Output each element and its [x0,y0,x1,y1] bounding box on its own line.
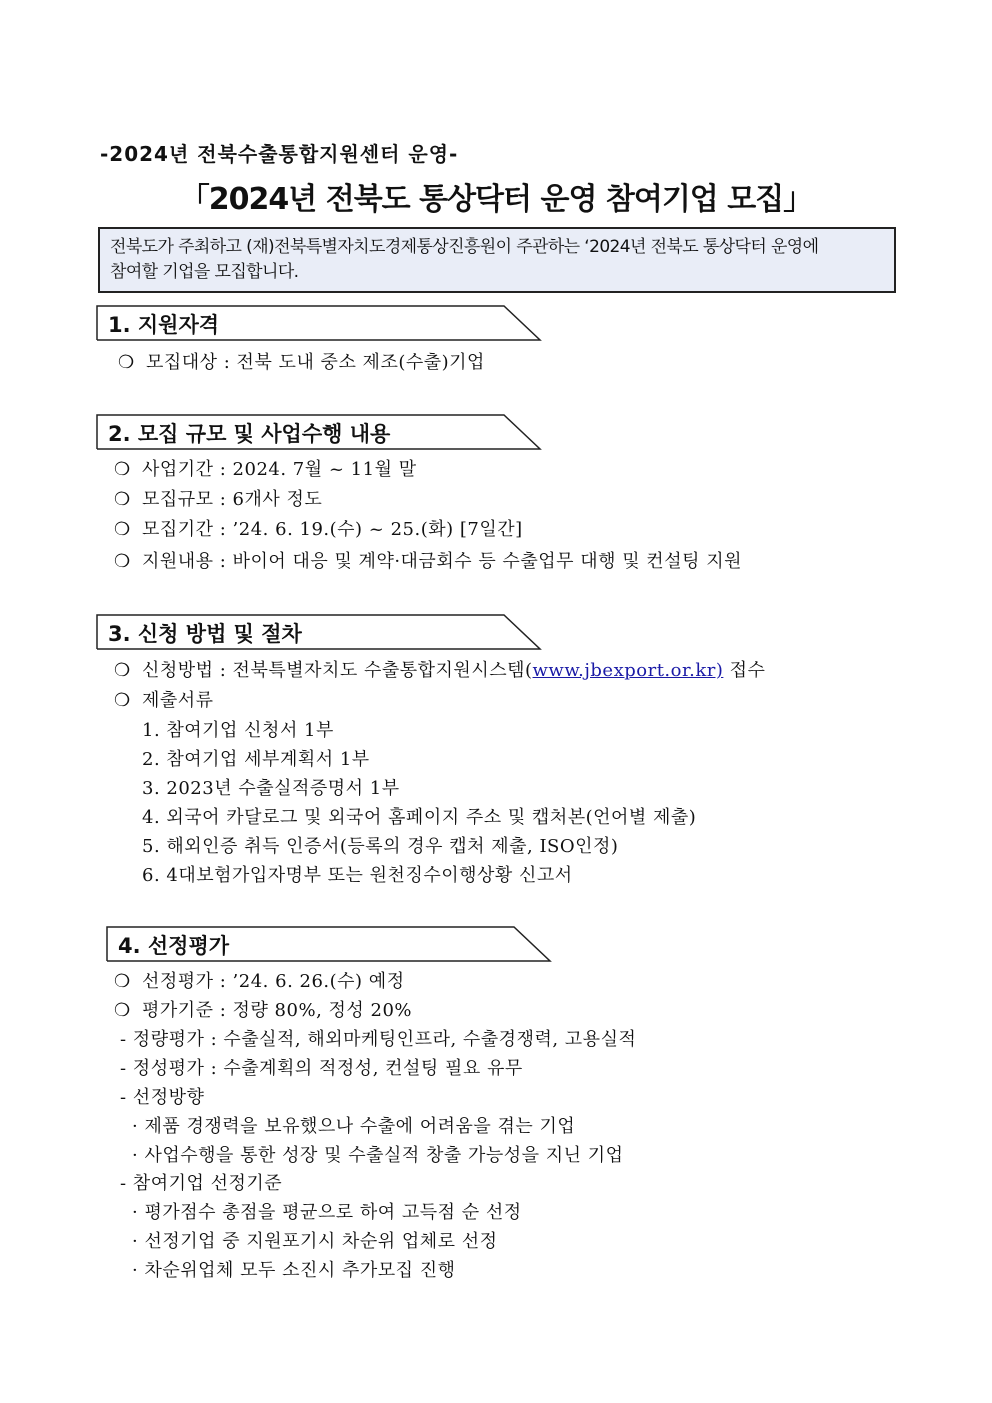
document-item: 1. 참여기업 신청서 1부 [142,720,334,741]
sub-sub-item: · 제품 경쟁력을 보유했으나 수출에 어려움을 겪는 기업 [132,1116,576,1137]
circle-bullet-icon: ❍ [114,660,131,681]
circle-bullet-icon: ❍ [114,459,131,480]
list-item: ❍ 모집대상 : 전북 도내 중소 제조(수출)기업 [118,352,485,373]
circle-bullet-icon: ❍ [114,551,131,572]
document-subtitle: -2024년 전북수출통합지원센터 운영- [100,142,459,166]
section-3-heading [96,614,541,650]
list-item: ❍ 모집규모 : 6개사 정도 [114,489,323,510]
list-item: ❍ 모집기간 : ’24. 6. 19.(수) ~ 25.(화) [7일간] [114,519,523,540]
list-item: ❍ 신청방법 : 전북특별자치도 수출통합지원시스템(www.jbexport.or.kr) 접수 [114,660,766,681]
sub-sub-item: · 평가점수 총점을 평균으로 하여 고득점 순 선정 [132,1202,522,1223]
document-item: 2. 참여기업 세부계획서 1부 [142,749,370,770]
document-item: 3. 2023년 수출실적증명서 1부 [142,778,400,799]
intro-box [98,227,896,293]
circle-bullet-icon: ❍ [114,519,131,540]
sub-item: - 정량평가 : 수출실적, 해외마케팅인프라, 수출경쟁력, 고용실적 [120,1029,637,1050]
circle-bullet-icon: ❍ [114,1000,131,1021]
section-1-label: 1. 지원자격 [108,313,220,337]
section-3-label: 3. 신청 방법 및 절차 [108,622,302,646]
sub-sub-item: · 선정기업 중 지원포기시 차순위 업체로 선정 [132,1231,498,1252]
section-2-heading [96,414,541,450]
sub-sub-item: · 사업수행을 통한 성장 및 수출실적 창출 가능성을 지닌 기업 [132,1145,624,1166]
list-item: ❍ 평가기준 : 정량 80%, 정성 20% [114,1000,413,1021]
sub-item: - 참여기업 선정기준 [120,1173,283,1194]
section-4-label: 4. 선정평가 [118,934,230,958]
list-item: ❍ 선정평가 : ’24. 6. 26.(수) 예정 [114,971,405,992]
section-2-label: 2. 모집 규모 및 사업수행 내용 [108,422,391,446]
intro-line-2: 참여할 기업을 모집합니다. [110,262,299,282]
list-item: ❍ 사업기간 : 2024. 7월 ~ 11월 말 [114,459,417,480]
intro-line-1: 전북도가 주최하고 (재)전북특별자치도경제통상진흥원이 주관하는 ‘2024년 전북도 통상닥터 운영에 [110,237,819,257]
jbexport-link[interactable]: www.jbexport.or.kr) [532,660,724,681]
sub-item: - 선정방향 [120,1087,205,1108]
section-4-heading [106,926,551,962]
sub-item: - 정성평가 : 수출계획의 적정성, 컨설팅 필요 유무 [120,1058,523,1079]
section-1-heading [96,305,541,341]
circle-bullet-icon: ❍ [114,489,131,510]
list-item: ❍ 지원내용 : 바이어 대응 및 계약·대금회수 등 수출업무 대행 및 컨설팅 지원 [114,551,742,572]
circle-bullet-icon: ❍ [118,352,135,373]
list-item: ❍ 제출서류 [114,690,214,711]
document-title: 「2024년 전북도 통상닥터 운영 참여기업 모집」 [179,182,813,217]
document-item: 4. 외국어 카달로그 및 외국어 홈페이지 주소 및 캡처본(언어별 제출) [142,807,697,828]
sub-sub-item: · 차순위업체 모두 소진시 추가모집 진행 [132,1260,456,1281]
document-item: 6. 4대보험가입자명부 또는 원천징수이행상황 신고서 [142,865,573,886]
circle-bullet-icon: ❍ [114,971,131,992]
document-item: 5. 해외인증 취득 인증서(등록의 경우 캡처 제출, ISO인정) [142,836,619,857]
circle-bullet-icon: ❍ [114,690,131,711]
